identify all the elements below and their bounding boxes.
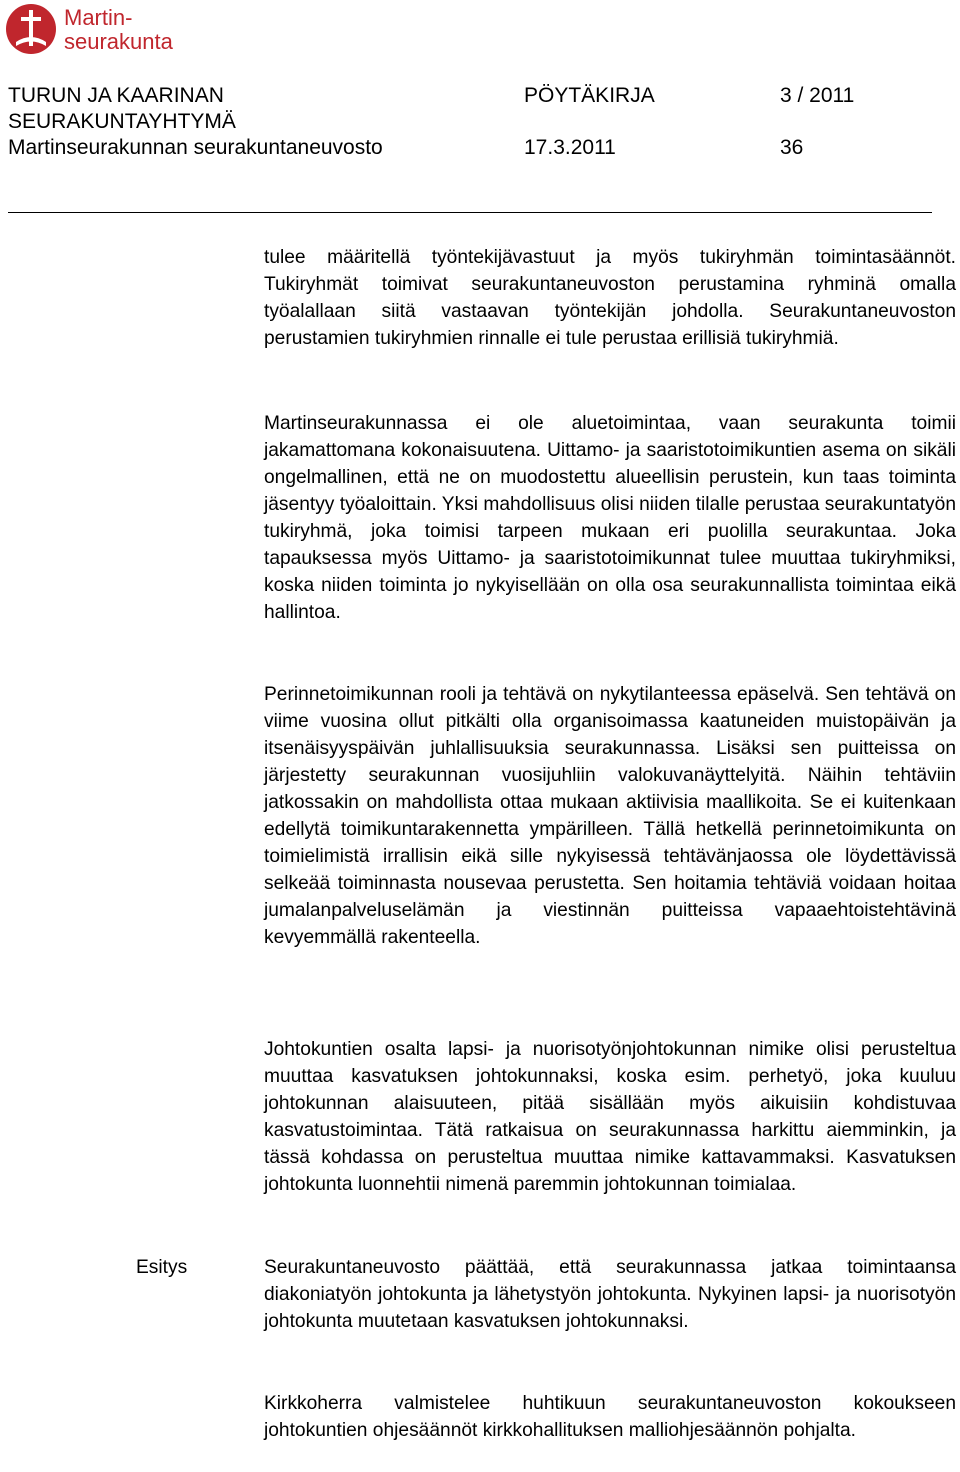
church-emblem-icon	[6, 4, 56, 54]
paragraph-2: Martinseurakunnassa ei ole aluetoimintaa, vaan seurakunta toimii jakamattomana kokonaisuutena. Uittamo- ja saaristotoimikuntien asema on sikäli ongelmallinen, että ne on muodostettu alueellisin perustein, kun taas toiminta jäsentyy työaloittain. Yksi mahdollisuus olisi niiden tilalle perustaa seurakuntatyön tukiryhmä, joka toimisi tarpeen mukaan eri puolilla seurakuntaa. Joka tapauksessa myös Uittamo- ja saaristotoimikunnat tulee muuttaa tukiryhmiksi, koska niiden toiminta jo nykyisellään on olla osa seurakunnallista toimintaa eikä hallintoa.	[264, 413, 956, 623]
header-date: 17.3.2011	[524, 136, 616, 159]
paragraph-proposal: Seurakuntaneuvosto päättää, että seurakunnassa jatkaa toimintaansa diakoniatyön johtokunta ja lähetystyön johtokunta. Nykyinen lapsi- ja nuorisotyön johtokunta muutetaan kasvatuksen johtokunnaksi.	[264, 1257, 956, 1332]
logo-wordmark	[64, 6, 173, 54]
martinseurakunta-logo	[6, 4, 226, 56]
header-doc-number: 3 / 2011	[780, 84, 855, 107]
logo-line-2: seurakunta	[64, 29, 173, 54]
header-divider	[8, 212, 932, 213]
header-org-line-3: Martinseurakunnan seurakuntaneuvosto	[8, 136, 383, 159]
paragraph-4: Johtokuntien osalta lapsi- ja nuorisotyönjohtokunnan nimike olisi perusteltua muuttaa kasvatuksen johtokunnaksi, koska esim. perhetyö, joka kuuluu johtokunnan alaisuuteen, pitää sisällään myös aikuisiin kohdistuvaa kasvatustoimintaa. Tätä ratkaisua on seurakunnassa harkittu aiemminkin, ja tässä kohdassa on perusteltua muuttaa nimike kattavammaksi. Kasvatuksen johtokunta luonnehtii nimenä paremmin johtokunnan toimialaa.	[264, 1039, 956, 1195]
header-org-line-2: SEURAKUNTAYHTYMÄ	[8, 110, 236, 133]
paragraph-1: tulee määritellä työntekijävastuut ja myös tukiryhmän toimintasäännöt. Tukiryhmät toimivat seurakuntaneuvoston perustamina ryhminä omalla työalallaan siitä vastaavan työntekijän johdolla. Seurakuntaneuvoston perustamien tukiryhmien rinnalle ei tule perustaa erillisiä tukiryhmiä.	[264, 247, 956, 349]
header-doc-type: PÖYTÄKIRJA	[524, 84, 655, 107]
header-org-line-1: TURUN JA KAARINAN	[8, 84, 224, 107]
header-page-number: 36	[780, 136, 804, 159]
paragraph-3: Perinnetoimikunnan rooli ja tehtävä on nykytilanteessa epäselvä. Sen tehtävä on viime vuosina ollut pitkälti olla organisoimassa kaatuneiden muistopäivän ja itsenäisyyspäivän juhlallisuuksia seurakunnassa. Lisäksi sen puitteissa on järjestetty seurakunnan vuosijuhliin valokuvanäyttelyitä. Näihin tehtäviin jatkossakin on mahdollista ottaa mukaan aktiivisia maallikoita. Se ei kuitenkaan edellytä toimikuntarakennetta ympärilleen. Tällä hetkellä perinnetoimikunta on toimielimistä irrallisin eikä sille nykyisessä tehtävänjaossa ole löydettävissä selkeää toiminnasta nousevaa perustetta. Sen hoitamia tehtäviä voidaan hoitaa jumalanpalveluselämän ja viestinnän puitteissa vapaaehtoistehtävinä kevyemmällä rakenteella.	[264, 684, 956, 948]
logo-line-1: Martin-	[64, 5, 133, 30]
paragraph-6: Kirkkoherra valmistelee huhtikuun seurakuntaneuvoston kokoukseen johtokuntien ohjesäännöt kirkkohallituksen malliohjesäännön pohjalta.	[264, 1393, 956, 1441]
side-label-esitys: Esitys	[136, 1257, 188, 1278]
